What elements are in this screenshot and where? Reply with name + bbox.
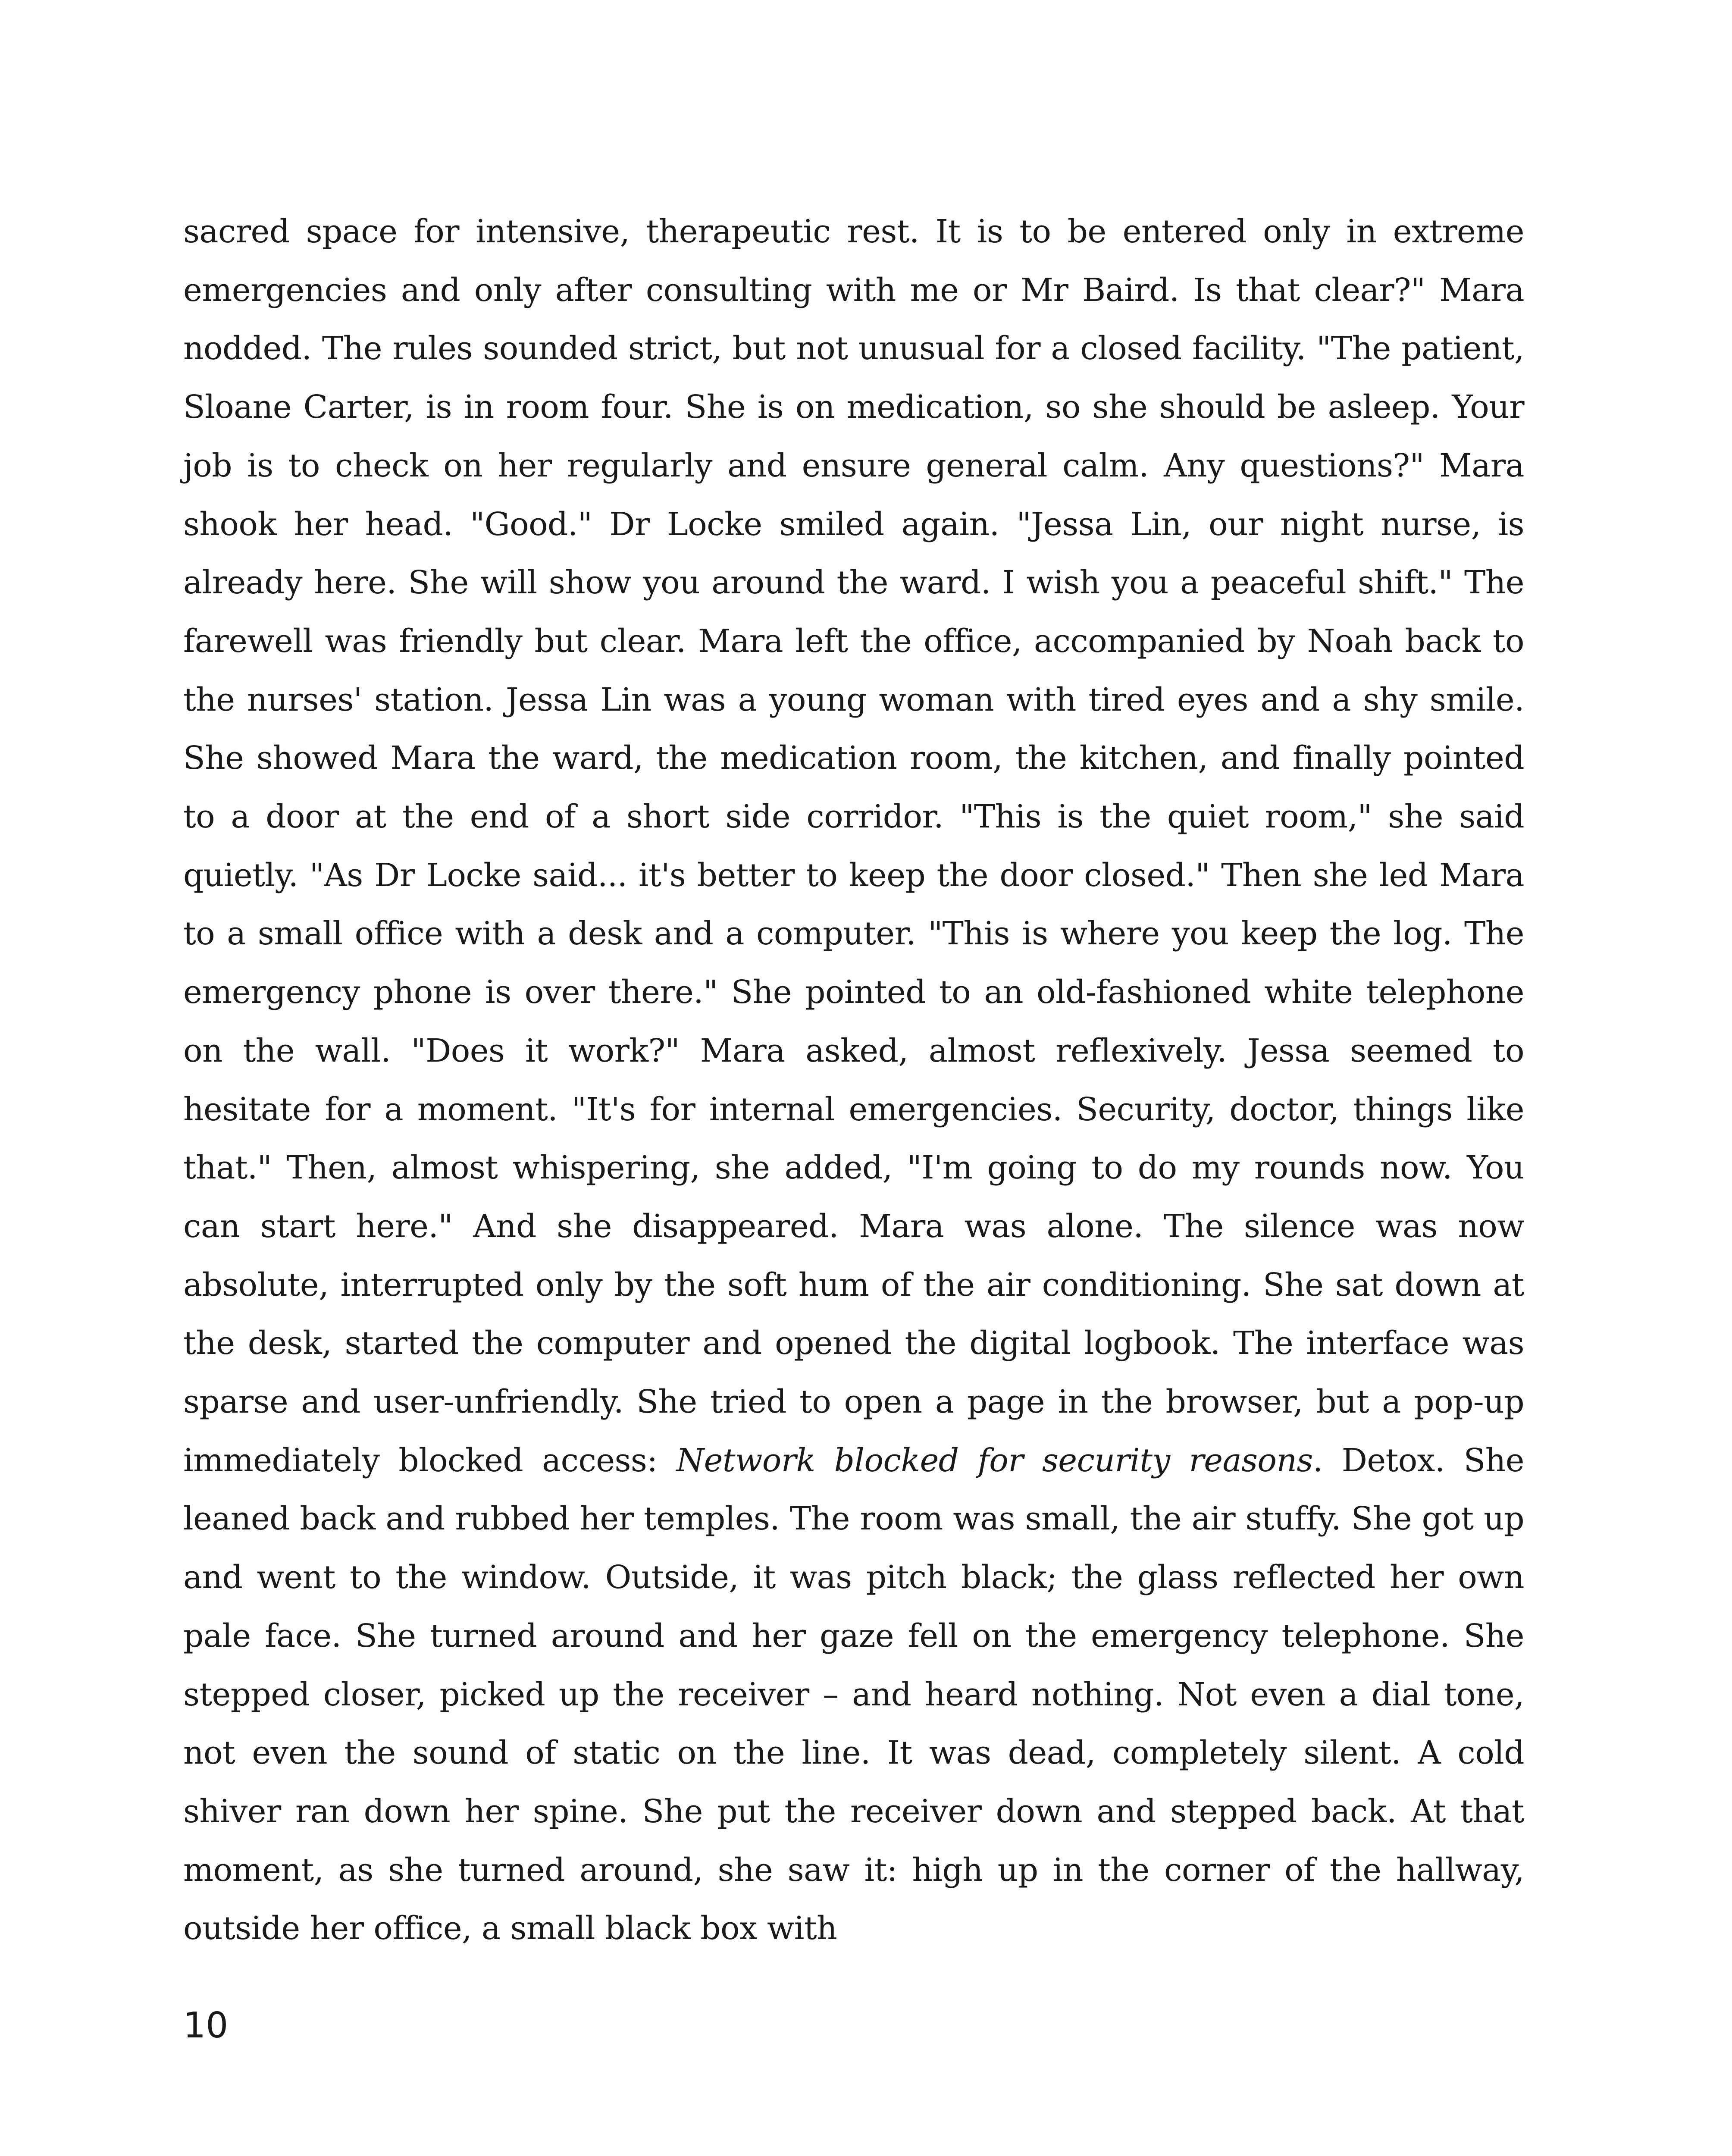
body-paragraph [183, 203, 1524, 1958]
paragraph-text-part-1: sacred space for intensive, therapeutic rest. It is to be entered only in extreme emergencies and only after consulting with me or Mr Baird. Is that clear?" Mara nodded. The rules sounded strict, but not unusual for a closed facility. "The patient, Sloane Carter, is in room four. She is on medication, so she should be asleep. Your job is to check on her regularly and ensure general calm. Any questions?" Mara shook her head. "Good." Dr Locke smiled again. "Jessa Lin, our night nurse, is already here. She will show you around the ward. I wish you a peaceful shift." The farewell was friendly but clear. Mara left the office, accompanied by Noah back to the nurses' station. Jessa Lin was a young woman with tired eyes and a shy smile. She showed Mara the ward, the medication room, the kitchen, and finally pointed to a door at the end of a short side corridor. "This is the quiet room," she said quietly. "As Dr Locke said... it's better to keep the door closed." Then she led Mara to a small office with a desk and a computer. "This is where you keep the log. The emergency phone is over there." She pointed to an old-fashioned white telephone on the wall. "Does it work?" Mara asked, almost reflexively. Jessa seemed to hesitate for a moment. "It's for internal emergencies. Security, doctor, things like that." Then, almost whispering, she added, "I'm going to do my rounds now. You can start here." And she disappeared. Mara was alone. The silence was now absolute, interrupted only by the soft hum of the air conditioning. She sat down at the desk, started the computer and opened the digital logbook. The interface was sparse and user-unfriendly. She tried to open a page in the browser, but a pop-up immediately blocked access: [183, 213, 1524, 1479]
paragraph-text-part-2: . Detox. She leaned back and rubbed her temples. The room was small, the air stuffy. She got up and went to the window. Outside, it was pitch black; the glass reflected her own pale face. She turned around and her gaze fell on the emergency telephone. She stepped closer, picked up the receiver – and heard nothing. Not even a dial tone, not even the sound of static on the line. It was dead, completely silent. A cold shiver ran down her spine. She put the receiver down and stepped back. At that moment, as she turned around, she saw it: high up in the corner of the hallway, outside her office, a small black box with [183, 1442, 1524, 1947]
page-number: 10 [183, 2005, 229, 2046]
italic-message-text: Network blocked for security reasons [676, 1442, 1313, 1479]
